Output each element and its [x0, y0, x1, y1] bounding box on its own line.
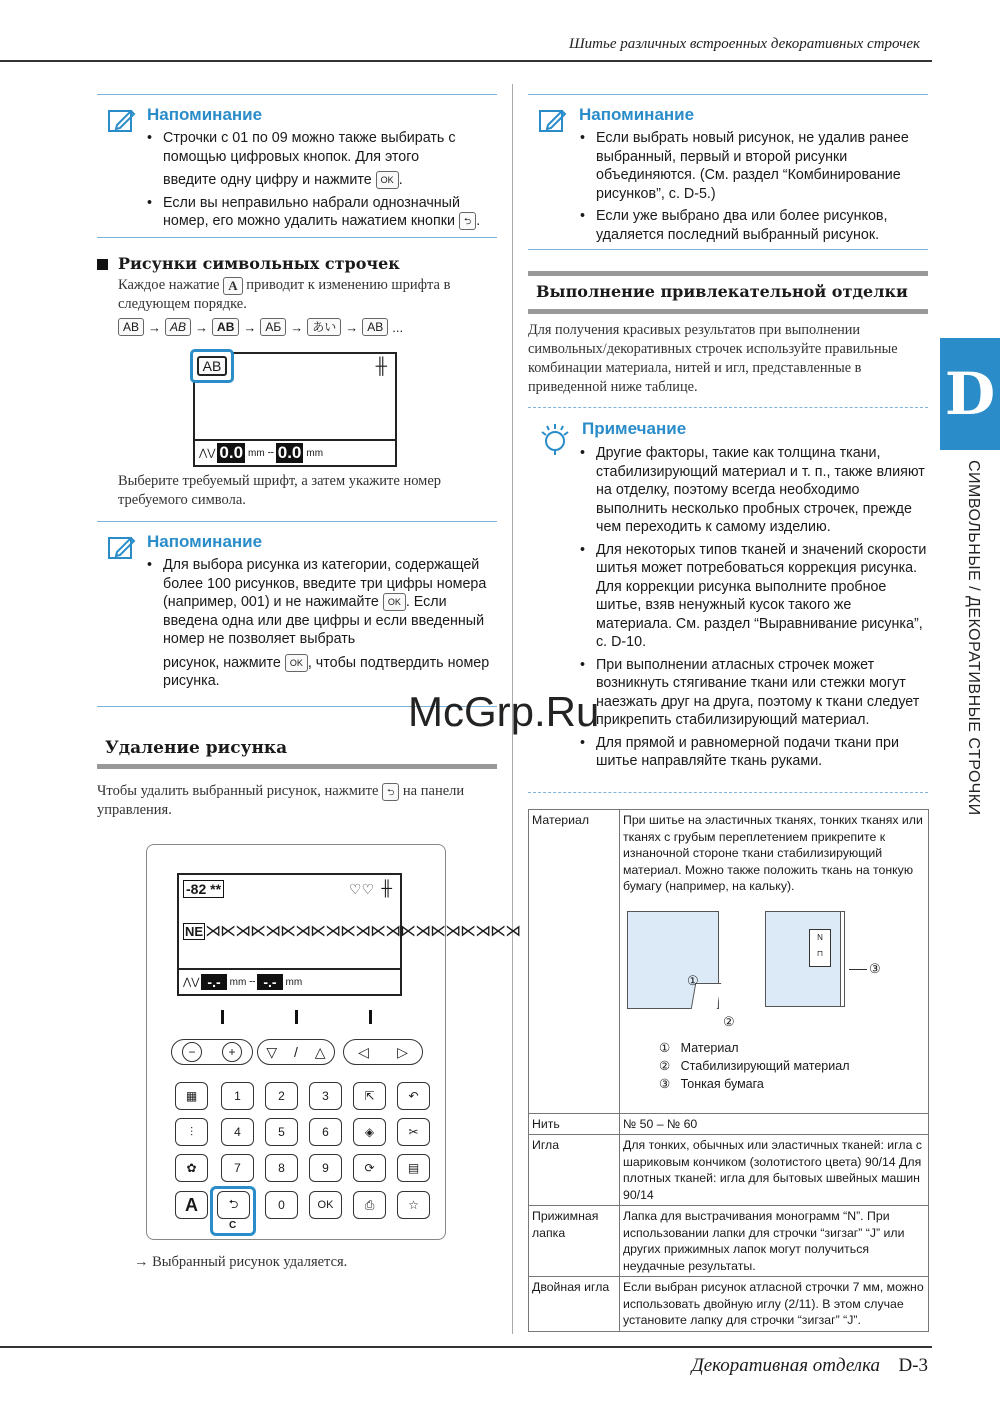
table-label: Нить — [529, 1113, 620, 1135]
table-cell: При шитье на эластичных тканях, тонких тканях или тканях с грубым переплетением прикрепите к изнаночной стороне ткани стабилизирующий материал. Можно также положить ткань на тонкую бумагу (например, на кальку). ① ② N ⊓ ③ ① Материал ② Стабилизирующий материал ③ Тонкая бумага — [620, 810, 929, 1114]
font-6: AB — [362, 318, 388, 336]
lcd-pattern-row: NE ⋊⋉⋊⋉⋊⋉⋊⋉⋊⋉⋊⋉⋊⋉⋊⋉⋊⋉⋊⋉⋊ — [185, 923, 521, 940]
length-icon: ╌ — [249, 976, 256, 988]
category-button[interactable] — [175, 1082, 208, 1110]
key-0[interactable]: 0 — [265, 1191, 298, 1219]
list-item: • Если выбрать новый рисунок, не удалив ранее выбранный, первый и второй рисунки объединяются. (См. раздел “Комбинирование рисунков”, с. D-5.) — [578, 129, 928, 203]
lcd-top-row: -82 ** — [183, 881, 224, 897]
ok-key-icon: OK — [383, 593, 406, 611]
reminder-box-2 — [97, 521, 497, 707]
table-label: Материал — [529, 810, 620, 1114]
leader-line — [849, 969, 867, 970]
mirror-icon: ⇱ — [364, 1089, 375, 1103]
memo-icon — [107, 534, 137, 562]
font-caption: Выберите требуемый шрифт, а затем укажите номер требуемого символа. — [118, 473, 442, 508]
table-row — [529, 810, 929, 1114]
table-label: Прижимная лапка — [529, 1206, 620, 1277]
grid-icon: ▦ — [185, 1089, 198, 1103]
memory-button[interactable] — [397, 1154, 430, 1182]
table-label: Двойная игла — [529, 1277, 620, 1332]
back-button[interactable] — [217, 1191, 250, 1219]
speed-adjust-button[interactable]: − + — [171, 1039, 253, 1065]
symbol-section-title: Рисунки символьных строчек — [118, 254, 400, 273]
lcd-status-bar: ⋀⋁ 0.0 mm ╌ 0.0 mm — [195, 439, 395, 465]
reminder-title: Напоминание — [579, 105, 695, 124]
back-button-label: C — [229, 1220, 237, 1231]
flip-icon: ◈ — [364, 1125, 375, 1139]
table-row — [529, 1135, 929, 1206]
ok-key-icon: OK — [376, 171, 399, 189]
mirror-button[interactable] — [353, 1082, 386, 1110]
flip-button[interactable] — [353, 1118, 386, 1146]
fabric-illustration — [623, 911, 925, 1111]
list-item: • Для выбора рисунка из категории, содержащей более 100 рисунков, введите три цифры номера (например, 001) и не нажимайте OK . Если введена одна или две цифры и если введенный номер не позволяет выбрать рисунок, нажмите OK , чтобы подтвердить номер рисунка. — [145, 556, 495, 691]
header-rule — [0, 60, 932, 62]
width-adjust-button[interactable]: ▽ / △ — [257, 1039, 335, 1065]
section-bar — [97, 764, 497, 769]
presser-foot-icon: N ⊓ — [809, 929, 831, 967]
remark-title: Примечание — [582, 419, 687, 438]
key-7[interactable]: 7 — [221, 1154, 254, 1182]
legend-item: ② Стабилизирующий материал — [659, 1058, 850, 1073]
memo-icon — [107, 107, 137, 135]
key-9[interactable]: 9 — [309, 1154, 342, 1182]
font-sequence: AB → AB → AB → AБ → あい → AB ... — [118, 318, 403, 336]
save-button[interactable] — [353, 1191, 386, 1219]
lcd-font-display — [193, 352, 397, 467]
key-3[interactable]: 3 — [309, 1082, 342, 1110]
legend-item: ① Материал — [659, 1040, 739, 1055]
list-item: • Для прямой и равномерной подачи ткани при шитье направляйте ткань руками. — [578, 734, 928, 771]
key-1[interactable]: 1 — [221, 1082, 254, 1110]
callout-2: ② — [723, 1013, 735, 1029]
font-button[interactable]: A — [175, 1191, 208, 1219]
heart-icon: ♡♡ — [348, 881, 374, 897]
panel-lcd — [177, 873, 521, 996]
slider-tick — [221, 1010, 224, 1024]
back-key-icon: ⮌ — [382, 783, 399, 801]
table-cell: Если выбран рисунок атласной строчки 7 мм, можно использовать двойную иглу (2/11). В этом случае установите лапку для строчки “зигзаг” “J”. — [620, 1277, 929, 1332]
lightbulb-icon — [538, 422, 572, 456]
key-5[interactable]: 5 — [265, 1118, 298, 1146]
stitch-icon: ⫶ — [189, 1124, 193, 1139]
key-2[interactable]: 2 — [265, 1082, 298, 1110]
list-item: • Для некоторых типов тканей и значений скорости шитья может потребоваться коррекция рисунка. Для коррекции рисунка выполните пробное шитье, взяв ненужный кусок такого же материала. См. раздел “Выравнивание рисунка”, с. D-10. — [578, 541, 928, 652]
list-item: • Другие факторы, такие как толщина ткани, стабилизирующий материал и т. п., также влияют на отделку, поэтому всегда необходимо выполнить несколько пробных строчек, прежде чем переходить к самому изделию. — [578, 444, 928, 537]
section-bar — [528, 309, 928, 314]
watermark: McGrp.Ru — [408, 688, 600, 735]
table-cell: Для тонких, обычных или эластичных тканей: игла с шариковым кончиком (золотистого цвета) 90/14 Для плотных тканей: игла для бытовых швейных машин 90/14 — [620, 1135, 929, 1206]
flower-icon: ✿ — [186, 1161, 197, 1175]
list-item: • Если вы неправильно набрали однозначный номер, его можно удалить нажатием кнопки ⮌ . — [145, 194, 495, 231]
decorative-button[interactable] — [175, 1154, 208, 1182]
repeat-button[interactable] — [353, 1154, 386, 1182]
table-cell: Лапка для выстрачивания монограмм “N”. При использовании лапки для строчки “зигзаг” “J” или других прижимных лапок могут получиться неудачные результаты. — [620, 1206, 929, 1277]
length-adjust-button[interactable]: ◁ ▷ — [343, 1039, 423, 1065]
repeat-icon: ⟳ — [364, 1161, 375, 1175]
list-item: • Строчки с 01 по 09 можно также выбирать с помощью цифровых кнопок. Для этого введите одну цифру и нажмите OK . — [145, 129, 495, 190]
control-panel — [146, 844, 521, 1240]
star-icon: ☆ — [408, 1198, 419, 1212]
callout-1: ① — [687, 972, 699, 988]
reminder-title: Напоминание — [147, 532, 263, 551]
lcd-status-bar: ⋀⋁ -.- mm ╌ -.- mm — [179, 968, 400, 994]
callout-3: ③ — [869, 960, 881, 976]
table-cell: № 50 – № 60 — [620, 1113, 929, 1135]
width-icon: ⋀⋁ — [183, 976, 200, 988]
key-4[interactable]: 4 — [221, 1118, 254, 1146]
pattern-button[interactable] — [175, 1118, 208, 1146]
needle-icon: ╫ — [375, 358, 387, 375]
ok-button[interactable]: OK — [309, 1191, 342, 1219]
finish-section-title: Выполнение привлекательной отделки — [536, 282, 908, 301]
delete-section-title: Удаление рисунка — [105, 738, 288, 758]
font-3: AB — [212, 318, 239, 336]
table-row — [529, 1277, 929, 1332]
slider-tick — [369, 1010, 372, 1024]
finish-text: Для получения красивых результатов при выполнении символьных/декоративных строчек используйте правильные комбинации материала, нитей и игл, представленные в приведенной ниже таблице. — [528, 322, 898, 395]
memory-icon: ▤ — [407, 1161, 420, 1175]
thread-cutter-button[interactable] — [397, 1118, 430, 1146]
reverse-icon: ↶ — [408, 1089, 419, 1103]
table-row — [529, 1206, 929, 1277]
symbol-intro: Каждое нажатие A приводит к изменению шрифта в следующем порядке. — [118, 277, 451, 312]
back-key-icon: ⮌ — [459, 212, 476, 230]
thin-paper — [841, 911, 845, 1007]
table-label: Игла — [529, 1135, 620, 1206]
stitch-pattern-icon: ⋊⋉⋊⋉⋊⋉⋊⋉⋊⋉⋊⋉⋊⋉⋊⋉⋊⋉⋊⋉⋊ — [205, 923, 521, 940]
key-8[interactable]: 8 — [265, 1154, 298, 1182]
font-5: あい — [307, 318, 341, 336]
page-number: D-3 — [898, 1355, 928, 1376]
ok-key-icon: OK — [285, 654, 308, 672]
memo-icon — [538, 107, 568, 135]
font-4: AБ — [260, 318, 286, 336]
footer-rule — [0, 1346, 932, 1348]
auto-reverse-button[interactable] — [397, 1082, 430, 1110]
a-key-icon: A — [223, 277, 242, 295]
needle-icon: ╫ — [381, 880, 392, 897]
footer-section: Декоративная отделка — [691, 1355, 880, 1376]
delete-text: Чтобы удалить выбранный рисунок, нажмите ⮌ на панели управления. — [97, 783, 465, 818]
reminder-title: Напоминание — [147, 105, 263, 124]
key-6[interactable]: 6 — [309, 1118, 342, 1146]
char-combo-button[interactable] — [397, 1191, 430, 1219]
reminder-box-3 — [528, 94, 928, 250]
slider-tick — [295, 1010, 298, 1024]
legend-item: ③ Тонкая бумага — [659, 1076, 764, 1091]
bullet-square — [97, 259, 108, 270]
width-icon: ⋀⋁ — [199, 447, 216, 459]
font-2: AB — [165, 318, 191, 336]
reminder-box-1 — [97, 94, 497, 238]
scissors-icon: ✂ — [408, 1125, 419, 1139]
list-item: • Если уже выбрано два или более рисунков, удаляется последний выбранный рисунок. — [578, 207, 928, 244]
lcd-font-highlight: AB — [190, 349, 234, 383]
back-icon: ⮌ — [228, 1196, 239, 1211]
font-1: AB — [118, 318, 144, 336]
delete-result: → Выбранный рисунок удаляется. — [134, 1254, 348, 1270]
table-row — [529, 1113, 929, 1135]
list-item: • При выполнении атласных строчек может возникнуть стягивание ткани или стежки могут наезжать друг на друга, поэтому к ткани следует прикрепить стабилизирующий материал. — [578, 656, 928, 730]
chapter-tab: D — [940, 338, 1000, 450]
length-icon: ╌ — [267, 447, 274, 459]
running-header: Шитье различных встроенных декоративных строчек — [569, 36, 920, 52]
save-icon: ⎙ — [364, 1197, 375, 1212]
legend — [659, 1039, 849, 1093]
section-bar-top — [528, 271, 928, 276]
materials-table — [528, 809, 929, 1332]
chapter-side-title: СИМВОЛЬНЫЕ / ДЕКОРАТИВНЫЕ СТРОЧКИ — [965, 460, 982, 816]
